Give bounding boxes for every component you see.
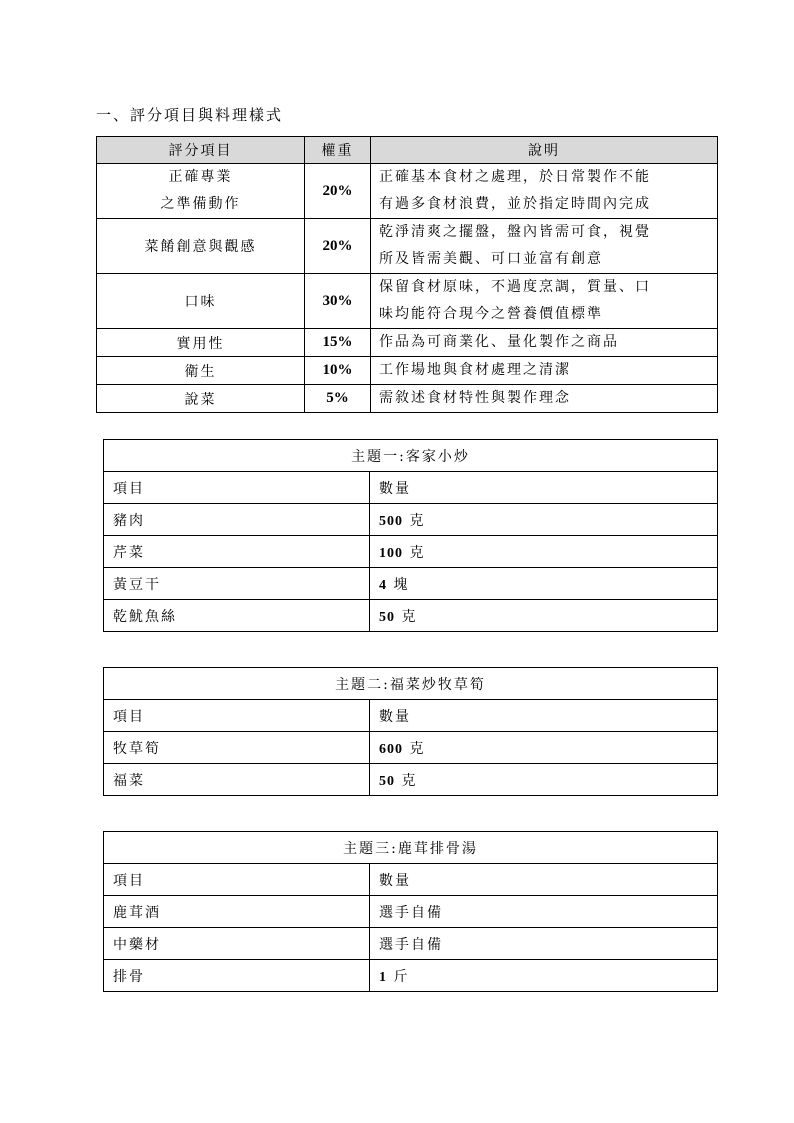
header-item: 評分項目 — [97, 137, 305, 164]
table-row — [104, 928, 718, 960]
ingredient-quantity: 500 克 — [370, 504, 718, 536]
ingredient-name: 豬肉 — [104, 504, 370, 536]
column-header-quantity: 數量 — [370, 864, 718, 896]
column-header-item: 項目 — [104, 700, 370, 732]
ingredient-quantity: 100 克 — [370, 536, 718, 568]
criterion-weight: 20% — [305, 164, 371, 219]
table-row — [97, 329, 718, 357]
ingredient-quantity: 600 克 — [370, 732, 718, 764]
column-header-item: 項目 — [104, 864, 370, 896]
ingredient-quantity: 4 塊 — [370, 568, 718, 600]
criterion-weight: 30% — [305, 274, 371, 329]
table-row — [104, 536, 718, 568]
scoring-table-header — [97, 137, 718, 164]
recipe-title: 主題三:鹿茸排骨湯 — [104, 832, 718, 864]
recipe-title: 主題一:客家小炒 — [104, 440, 718, 472]
criterion-name: 正確專業 之準備動作 — [97, 164, 305, 219]
ingredient-quantity: 50 克 — [370, 600, 718, 632]
ingredient-name: 乾魷魚絲 — [104, 600, 370, 632]
recipe-header-row — [104, 472, 718, 504]
ingredient-quantity: 1 斤 — [370, 960, 718, 992]
criterion-weight: 10% — [305, 357, 371, 385]
scoring-table — [96, 136, 718, 413]
table-row — [97, 385, 718, 413]
criterion-description: 作品為可商業化、量化製作之商品 — [371, 329, 718, 357]
ingredient-name: 鹿茸酒 — [104, 896, 370, 928]
table-row — [104, 896, 718, 928]
criterion-description: 保留食材原味，不過度烹調，質量、口 味均能符合現今之營養價值標準 — [371, 274, 718, 329]
criterion-description: 工作場地與食材處理之清潔 — [371, 357, 718, 385]
criterion-description: 需敘述食材特性與製作理念 — [371, 385, 718, 413]
table-row — [97, 164, 718, 219]
criterion-weight: 5% — [305, 385, 371, 413]
table-row — [104, 504, 718, 536]
recipe-header-row — [104, 864, 718, 896]
ingredient-name: 牧草筍 — [104, 732, 370, 764]
table-row — [97, 274, 718, 329]
table-row — [97, 357, 718, 385]
ingredient-quantity: 選手自備 — [370, 896, 718, 928]
ingredient-name: 福菜 — [104, 764, 370, 796]
criterion-name: 說菜 — [97, 385, 305, 413]
ingredient-name: 中藥材 — [104, 928, 370, 960]
table-row — [104, 600, 718, 632]
header-description: 說明 — [371, 137, 718, 164]
ingredient-quantity: 選手自備 — [370, 928, 718, 960]
recipe-header-row — [104, 700, 718, 732]
table-row — [104, 568, 718, 600]
criterion-description: 正確基本食材之處理，於日常製作不能 有過多食材浪費，並於指定時間內完成 — [371, 164, 718, 219]
criterion-name: 實用性 — [97, 329, 305, 357]
criterion-name: 衛生 — [97, 357, 305, 385]
section-heading: 一、評分項目與料理樣式 — [96, 106, 284, 124]
header-weight: 權重 — [305, 137, 371, 164]
column-header-quantity: 數量 — [370, 700, 718, 732]
table-row — [104, 764, 718, 796]
criterion-description: 乾淨清爽之擺盤，盤內皆需可食，視覺 所及皆需美觀、可口並富有創意 — [371, 219, 718, 274]
column-header-item: 項目 — [104, 472, 370, 504]
ingredient-name: 排骨 — [104, 960, 370, 992]
criterion-weight: 15% — [305, 329, 371, 357]
recipe-table-1 — [103, 439, 718, 632]
ingredient-quantity: 50 克 — [370, 764, 718, 796]
criterion-name: 菜餚創意與觀感 — [97, 219, 305, 274]
recipe-title: 主題二:福菜炒牧草筍 — [104, 668, 718, 700]
table-row — [97, 219, 718, 274]
recipe-table-2 — [103, 667, 718, 796]
criterion-weight: 20% — [305, 219, 371, 274]
ingredient-name: 黃豆干 — [104, 568, 370, 600]
table-row — [104, 732, 718, 764]
table-row — [104, 960, 718, 992]
column-header-quantity: 數量 — [370, 472, 718, 504]
recipe-table-3 — [103, 831, 718, 992]
criterion-name: 口味 — [97, 274, 305, 329]
ingredient-name: 芹菜 — [104, 536, 370, 568]
